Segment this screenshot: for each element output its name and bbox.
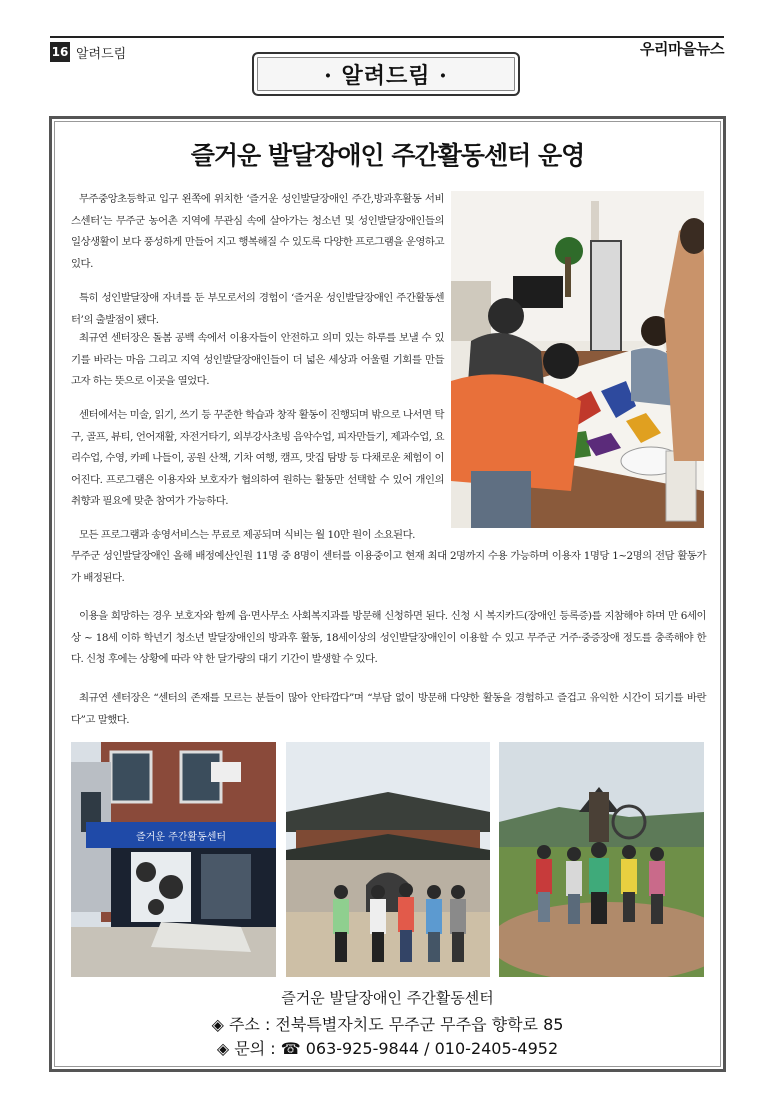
- article-paragraph-4: 센터에서는 미술, 읽기, 쓰기 등 꾸준한 학습과 창작 활동이 진행되며 밖으로 나서면 탁구, 골프, 뷰티, 언어재활, 자전거타기, 외부강사초빙 음악수업, 피자만들기, 제과수업, 요리수업, 수영, 카페 나들이, 공원 산책, 기차 여행, 캠프, 맛집 탐방 등 다채로운 체험이 이어진다. 프로그램은 이용자와 보호자가 협의하여 원하는 활동만 선택할 수 있어 개인의 취향과 필요에 맞춘 참여가 가능하다.: [71, 409, 444, 507]
- section-label: 알려드림: [76, 47, 127, 62]
- sign-text: 즐거운 주간활동센터: [135, 832, 227, 843]
- article-paragraph-7: 이용을 희망하는 경우 보호자와 함께 읍·면사무소 사회복지과를 방문해 신청하면 된다. 신청 시 복지카드(장애인 등록증)를 지참해야 하며 만 6세이상 ~ 18세 이하 학년기 청소년 발달장애인의 방과후 활동, 18세이상의 성인발달장애인이 이용할 수 있고 무주군 거주·중증장애 정도를 충족해야 한다. 신청 후에는 상황에 따라 약 한 달가량의 대기 기간이 발생할 수 있다.: [71, 610, 706, 665]
- article-headline: 즐거운 발달장애인 주간활동센터 운영: [190, 141, 585, 170]
- section-banner: [252, 52, 520, 96]
- photo-center-building: [71, 742, 276, 977]
- article-paragraph-5: 모든 프로그램과 송영서비스는 무료로 제공되며 식비는 월 10만 원이 소요된다.: [79, 529, 415, 541]
- photo-park-outing: [499, 742, 704, 977]
- article-paragraph-6: 무주군 성인발달장애인 올해 배정예산인원 11명 중 8명이 센터를 이용중이고 현재 최대 2명까지 수용 가능하며 이용자 1명당 1~2명의 전담 활동가가 배정된다.: [71, 550, 706, 584]
- article-paragraph-3: 최규연 센터장은 돌봄 공백 속에서 이용자들이 안전하고 의미 있는 하루를 보낼 수 있기를 바라는 마음 그리고 지역 성인발달장애인들이 더 넓은 세상과 어울릴 기회를 만들고자 하는 뜻으로 이곳을 열었다.: [71, 332, 444, 387]
- article-paragraph-2: 특히 성인발달장애 자녀를 둔 부모로서의 경험이 ‘즐거운 성인발달장애인 주간활동센터’의 출발점이 됐다.: [71, 292, 444, 326]
- banner-title: · 알려드림 ·: [324, 62, 448, 89]
- caption-phone: ◈ 문의 : ☎ 063-925-9844 / 010-2405-4952: [216, 1039, 559, 1058]
- photo-art-activity: [451, 191, 704, 528]
- caption-title: 즐거운 발달장애인 주간활동센터: [281, 989, 494, 1007]
- page-number: 16: [50, 42, 70, 62]
- caption-address: ◈ 주소 : 전북특별자치도 무주군 무주읍 향학로 85: [211, 1015, 564, 1034]
- header-rule: [50, 36, 724, 38]
- article-paragraph-1: 무주중앙초등학교 입구 왼쪽에 위치한 ‘즐거운 성인발달장애인 주간,방과후활동 서비스센터’는 무주군 농어촌 지역에 무관심 속에 살아가는 청소년 및 성인발달장애인들의 일상생활이 보다 풍성하게 만들어 지고 행복해질 수 있도록 다양한 프로그램을 운영하고 있다.: [71, 193, 444, 270]
- photo-fortress-gate: [286, 742, 490, 977]
- masthead-logo: 우리마을뉴스: [640, 40, 724, 58]
- article-paragraph-8: 최규연 센터장은 “센터의 존재를 모르는 분들이 많아 안타깝다”며 “부담 없이 방문해 다양한 활동을 경험하고 즐겁고 유익한 시간이 되기를 바란다”고 말했다.: [71, 692, 706, 726]
